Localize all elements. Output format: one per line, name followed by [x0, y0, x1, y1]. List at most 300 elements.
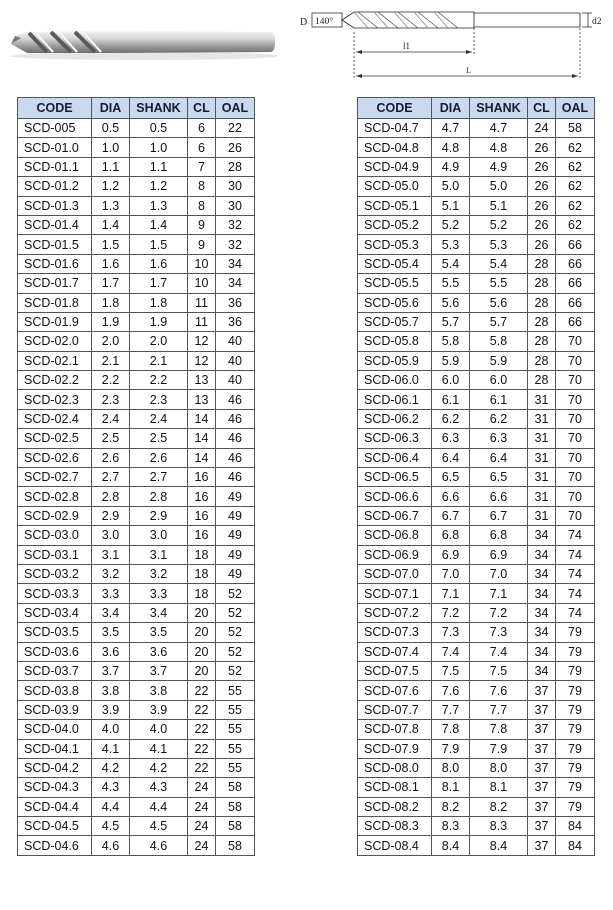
cell-code: SCD-03.9	[18, 700, 92, 719]
label-l1: l1	[403, 41, 411, 51]
cell-shank: 4.0	[130, 720, 188, 739]
cell-cl: 22	[188, 681, 216, 700]
cell-oal: 70	[556, 371, 595, 390]
cell-code: SCD-05.1	[358, 196, 432, 215]
cell-code: SCD-06.5	[358, 468, 432, 487]
cell-shank: 3.9	[130, 700, 188, 719]
table-row	[358, 390, 595, 409]
cell-shank: 3.1	[130, 545, 188, 564]
table-row	[358, 564, 595, 583]
cell-dia: 2.9	[92, 506, 130, 525]
table-row	[18, 700, 255, 719]
cell-dia: 5.5	[432, 274, 470, 293]
cell-cl: 34	[528, 545, 556, 564]
cell-code: SCD-005	[18, 119, 92, 138]
cell-oal: 70	[556, 409, 595, 428]
table-row	[358, 526, 595, 545]
cell-oal: 30	[216, 177, 255, 196]
cell-dia: 7.1	[432, 584, 470, 603]
cell-code: SCD-01.1	[18, 157, 92, 176]
cell-shank: 1.2	[130, 177, 188, 196]
cell-dia: 6.7	[432, 506, 470, 525]
table-row	[358, 506, 595, 525]
cell-shank: 7.4	[470, 642, 528, 661]
table-row	[358, 235, 595, 254]
cell-code: SCD-01.9	[18, 312, 92, 331]
table-row	[18, 409, 255, 428]
cell-code: SCD-05.8	[358, 332, 432, 351]
cell-cl: 7	[188, 157, 216, 176]
cell-dia: 2.3	[92, 390, 130, 409]
cell-dia: 2.8	[92, 487, 130, 506]
cell-dia: 5.9	[432, 351, 470, 370]
cell-code: SCD-06.0	[358, 371, 432, 390]
table-row	[18, 351, 255, 370]
cell-cl: 28	[528, 274, 556, 293]
cell-cl: 31	[528, 448, 556, 467]
cell-dia: 3.1	[92, 545, 130, 564]
cell-oal: 58	[216, 797, 255, 816]
cell-cl: 11	[188, 293, 216, 312]
cell-oal: 26	[216, 138, 255, 157]
cell-code: SCD-04.0	[18, 720, 92, 739]
cell-cl: 26	[528, 215, 556, 234]
cell-code: SCD-04.9	[358, 157, 432, 176]
cell-shank: 7.7	[470, 700, 528, 719]
cell-code: SCD-02.5	[18, 429, 92, 448]
cell-code: SCD-06.4	[358, 448, 432, 467]
cell-dia: 5.6	[432, 293, 470, 312]
cell-dia: 7.7	[432, 700, 470, 719]
table-row	[18, 584, 255, 603]
cell-code: SCD-01.5	[18, 235, 92, 254]
cell-dia: 1.6	[92, 254, 130, 273]
table-row	[18, 177, 255, 196]
cell-dia: 4.1	[92, 739, 130, 758]
cell-dia: 5.1	[432, 196, 470, 215]
table-row	[358, 797, 595, 816]
cell-oal: 58	[216, 778, 255, 797]
table-row	[358, 603, 595, 622]
cell-code: SCD-07.3	[358, 623, 432, 642]
table-row	[18, 235, 255, 254]
cell-cl: 37	[528, 720, 556, 739]
cell-oal: 79	[556, 758, 595, 777]
cell-oal: 28	[216, 157, 255, 176]
cell-oal: 79	[556, 661, 595, 680]
cell-oal: 79	[556, 681, 595, 700]
cell-dia: 1.0	[92, 138, 130, 157]
cell-cl: 18	[188, 564, 216, 583]
cell-code: SCD-07.4	[358, 642, 432, 661]
cell-shank: 2.5	[130, 429, 188, 448]
cell-code: SCD-03.6	[18, 642, 92, 661]
cell-shank: 4.6	[130, 836, 188, 855]
cell-dia: 3.2	[92, 564, 130, 583]
cell-cl: 28	[528, 351, 556, 370]
cell-shank: 0.5	[130, 119, 188, 138]
table-row	[18, 312, 255, 331]
table-row	[18, 119, 255, 138]
table-row	[18, 642, 255, 661]
cell-oal: 32	[216, 215, 255, 234]
table-row	[18, 817, 255, 836]
cell-dia: 7.8	[432, 720, 470, 739]
cell-oal: 55	[216, 681, 255, 700]
cell-shank: 2.2	[130, 371, 188, 390]
cell-code: SCD-05.2	[358, 215, 432, 234]
cell-dia: 8.1	[432, 778, 470, 797]
header-cl: CL	[188, 98, 216, 119]
cell-oal: 52	[216, 642, 255, 661]
cell-shank: 6.0	[470, 371, 528, 390]
drill-dimension-diagram	[298, 4, 608, 84]
table-row	[358, 371, 595, 390]
cell-shank: 3.3	[130, 584, 188, 603]
table-row	[358, 332, 595, 351]
cell-oal: 40	[216, 351, 255, 370]
cell-cl: 8	[188, 177, 216, 196]
cell-code: SCD-07.1	[358, 584, 432, 603]
cell-cl: 8	[188, 196, 216, 215]
cell-oal: 49	[216, 487, 255, 506]
cell-cl: 14	[188, 429, 216, 448]
cell-oal: 74	[556, 603, 595, 622]
cell-oal: 62	[556, 157, 595, 176]
cell-oal: 46	[216, 390, 255, 409]
table-row	[358, 157, 595, 176]
cell-code: SCD-04.4	[18, 797, 92, 816]
cell-cl: 14	[188, 409, 216, 428]
cell-oal: 66	[556, 293, 595, 312]
cell-oal: 36	[216, 293, 255, 312]
cell-oal: 52	[216, 661, 255, 680]
table-row	[358, 700, 595, 719]
header-oal: OAL	[216, 98, 255, 119]
table-row	[18, 623, 255, 642]
cell-cl: 37	[528, 797, 556, 816]
cell-cl: 26	[528, 196, 556, 215]
table-row	[358, 429, 595, 448]
cell-cl: 16	[188, 526, 216, 545]
cell-cl: 18	[188, 584, 216, 603]
cell-dia: 1.7	[92, 274, 130, 293]
cell-shank: 7.2	[470, 603, 528, 622]
cell-cl: 22	[188, 700, 216, 719]
cell-oal: 70	[556, 468, 595, 487]
table-header-row	[18, 98, 255, 119]
table-row	[18, 526, 255, 545]
cell-shank: 1.4	[130, 215, 188, 234]
cell-dia: 5.8	[432, 332, 470, 351]
cell-dia: 3.5	[92, 623, 130, 642]
cell-shank: 3.5	[130, 623, 188, 642]
cell-oal: 70	[556, 506, 595, 525]
cell-dia: 3.7	[92, 661, 130, 680]
cell-code: SCD-01.0	[18, 138, 92, 157]
cell-cl: 14	[188, 448, 216, 467]
cell-oal: 79	[556, 739, 595, 758]
cell-code: SCD-04.7	[358, 119, 432, 138]
cell-code: SCD-04.6	[18, 836, 92, 855]
cell-shank: 3.7	[130, 661, 188, 680]
cell-shank: 2.9	[130, 506, 188, 525]
cell-dia: 5.2	[432, 215, 470, 234]
cell-oal: 40	[216, 332, 255, 351]
table-row	[18, 720, 255, 739]
cell-code: SCD-04.8	[358, 138, 432, 157]
cell-cl: 22	[188, 758, 216, 777]
header-shank: SHANK	[470, 98, 528, 119]
cell-shank: 6.8	[470, 526, 528, 545]
cell-code: SCD-03.3	[18, 584, 92, 603]
table-row	[358, 293, 595, 312]
cell-dia: 4.3	[92, 778, 130, 797]
cell-code: SCD-03.5	[18, 623, 92, 642]
table-row	[18, 603, 255, 622]
cell-oal: 84	[556, 817, 595, 836]
cell-oal: 52	[216, 603, 255, 622]
cell-cl: 24	[528, 119, 556, 138]
cell-code: SCD-08.0	[358, 758, 432, 777]
cell-cl: 26	[528, 138, 556, 157]
cell-code: SCD-08.4	[358, 836, 432, 855]
cell-shank: 5.9	[470, 351, 528, 370]
cell-dia: 7.2	[432, 603, 470, 622]
cell-dia: 7.3	[432, 623, 470, 642]
cell-dia: 3.8	[92, 681, 130, 700]
cell-cl: 28	[528, 293, 556, 312]
cell-cl: 31	[528, 468, 556, 487]
cell-oal: 46	[216, 468, 255, 487]
cell-shank: 5.4	[470, 254, 528, 273]
cell-dia: 6.0	[432, 371, 470, 390]
table-row	[358, 739, 595, 758]
cell-code: SCD-02.1	[18, 351, 92, 370]
cell-shank: 4.2	[130, 758, 188, 777]
cell-cl: 37	[528, 817, 556, 836]
table-row	[358, 196, 595, 215]
cell-code: SCD-05.6	[358, 293, 432, 312]
cell-shank: 4.5	[130, 817, 188, 836]
cell-code: SCD-01.4	[18, 215, 92, 234]
cell-shank: 5.3	[470, 235, 528, 254]
cell-oal: 74	[556, 526, 595, 545]
table-row	[18, 758, 255, 777]
cell-shank: 2.0	[130, 332, 188, 351]
cell-cl: 34	[528, 564, 556, 583]
table-row	[358, 215, 595, 234]
cell-cl: 37	[528, 836, 556, 855]
cell-oal: 79	[556, 623, 595, 642]
cell-oal: 66	[556, 254, 595, 273]
table-row	[18, 778, 255, 797]
table-row	[18, 681, 255, 700]
cell-cl: 37	[528, 758, 556, 777]
cell-cl: 13	[188, 371, 216, 390]
cell-code: SCD-03.4	[18, 603, 92, 622]
cell-code: SCD-03.8	[18, 681, 92, 700]
cell-oal: 70	[556, 390, 595, 409]
cell-code: SCD-01.3	[18, 196, 92, 215]
cell-dia: 7.6	[432, 681, 470, 700]
cell-oal: 55	[216, 739, 255, 758]
cell-code: SCD-01.6	[18, 254, 92, 273]
table-row	[18, 332, 255, 351]
cell-cl: 34	[528, 526, 556, 545]
cell-oal: 62	[556, 138, 595, 157]
table-row	[18, 468, 255, 487]
cell-code: SCD-05.0	[358, 177, 432, 196]
cell-cl: 16	[188, 487, 216, 506]
cell-dia: 6.4	[432, 448, 470, 467]
label-d2: d2	[592, 17, 602, 27]
cell-cl: 11	[188, 312, 216, 331]
table-row	[18, 293, 255, 312]
cell-code: SCD-03.1	[18, 545, 92, 564]
table-row	[18, 157, 255, 176]
cell-shank: 3.4	[130, 603, 188, 622]
cell-oal: 36	[216, 312, 255, 331]
cell-oal: 32	[216, 235, 255, 254]
cell-oal: 58	[216, 817, 255, 836]
header-code: CODE	[358, 98, 432, 119]
cell-cl: 37	[528, 700, 556, 719]
cell-dia: 6.8	[432, 526, 470, 545]
cell-dia: 4.7	[432, 119, 470, 138]
cell-shank: 5.5	[470, 274, 528, 293]
cell-shank: 5.2	[470, 215, 528, 234]
cell-cl: 6	[188, 138, 216, 157]
cell-shank: 1.1	[130, 157, 188, 176]
cell-shank: 1.8	[130, 293, 188, 312]
cell-cl: 24	[188, 836, 216, 855]
cell-cl: 34	[528, 642, 556, 661]
cell-cl: 34	[528, 623, 556, 642]
cell-dia: 2.2	[92, 371, 130, 390]
cell-code: SCD-02.4	[18, 409, 92, 428]
cell-code: SCD-05.7	[358, 312, 432, 331]
cell-dia: 2.1	[92, 351, 130, 370]
header-shank: SHANK	[130, 98, 188, 119]
cell-oal: 66	[556, 274, 595, 293]
cell-dia: 7.9	[432, 739, 470, 758]
table-row	[358, 836, 595, 855]
cell-cl: 20	[188, 603, 216, 622]
cell-oal: 66	[556, 235, 595, 254]
cell-dia: 4.4	[92, 797, 130, 816]
table-row	[18, 390, 255, 409]
cell-oal: 70	[556, 351, 595, 370]
cell-oal: 74	[556, 584, 595, 603]
cell-code: SCD-06.9	[358, 545, 432, 564]
cell-cl: 9	[188, 215, 216, 234]
table-row	[358, 409, 595, 428]
cell-cl: 10	[188, 254, 216, 273]
header-dia: DIA	[432, 98, 470, 119]
cell-dia: 6.3	[432, 429, 470, 448]
drill-bit-photo	[5, 22, 277, 62]
cell-code: SCD-05.9	[358, 351, 432, 370]
table-row	[358, 487, 595, 506]
cell-shank: 7.5	[470, 661, 528, 680]
cell-oal: 52	[216, 623, 255, 642]
table-row	[18, 564, 255, 583]
cell-shank: 3.6	[130, 642, 188, 661]
cell-cl: 13	[188, 390, 216, 409]
cell-shank: 8.1	[470, 778, 528, 797]
cell-shank: 5.0	[470, 177, 528, 196]
cell-code: SCD-08.3	[358, 817, 432, 836]
cell-dia: 4.9	[432, 157, 470, 176]
cell-code: SCD-02.3	[18, 390, 92, 409]
cell-dia: 6.5	[432, 468, 470, 487]
cell-cl: 26	[528, 157, 556, 176]
table-row	[358, 661, 595, 680]
cell-oal: 70	[556, 487, 595, 506]
cell-shank: 5.6	[470, 293, 528, 312]
cell-cl: 22	[188, 720, 216, 739]
cell-oal: 84	[556, 836, 595, 855]
cell-cl: 28	[528, 254, 556, 273]
cell-cl: 26	[528, 177, 556, 196]
cell-dia: 4.2	[92, 758, 130, 777]
cell-cl: 34	[528, 661, 556, 680]
table-row	[358, 545, 595, 564]
cell-cl: 10	[188, 274, 216, 293]
cell-shank: 7.3	[470, 623, 528, 642]
cell-oal: 49	[216, 506, 255, 525]
cell-oal: 52	[216, 584, 255, 603]
cell-cl: 20	[188, 661, 216, 680]
cell-dia: 5.7	[432, 312, 470, 331]
cell-dia: 2.7	[92, 468, 130, 487]
cell-shank: 6.7	[470, 506, 528, 525]
table-row	[358, 351, 595, 370]
cell-oal: 79	[556, 797, 595, 816]
cell-shank: 7.0	[470, 564, 528, 583]
table-row	[18, 254, 255, 273]
cell-oal: 74	[556, 545, 595, 564]
cell-shank: 6.5	[470, 468, 528, 487]
spec-table-right-body	[358, 119, 595, 856]
cell-code: SCD-07.5	[358, 661, 432, 680]
cell-code: SCD-03.2	[18, 564, 92, 583]
cell-oal: 55	[216, 758, 255, 777]
cell-dia: 3.3	[92, 584, 130, 603]
cell-shank: 6.9	[470, 545, 528, 564]
header-oal: OAL	[556, 98, 595, 119]
cell-dia: 3.0	[92, 526, 130, 545]
cell-cl: 26	[528, 235, 556, 254]
spec-table-right	[357, 97, 595, 856]
cell-dia: 5.0	[432, 177, 470, 196]
cell-shank: 6.3	[470, 429, 528, 448]
cell-shank: 2.1	[130, 351, 188, 370]
cell-dia: 6.6	[432, 487, 470, 506]
table-row	[358, 254, 595, 273]
cell-cl: 31	[528, 506, 556, 525]
cell-oal: 34	[216, 274, 255, 293]
table-row	[18, 661, 255, 680]
table-row	[358, 720, 595, 739]
table-row	[18, 138, 255, 157]
cell-shank: 2.7	[130, 468, 188, 487]
cell-shank: 2.6	[130, 448, 188, 467]
cell-dia: 1.9	[92, 312, 130, 331]
table-row	[358, 138, 595, 157]
cell-code: SCD-04.2	[18, 758, 92, 777]
